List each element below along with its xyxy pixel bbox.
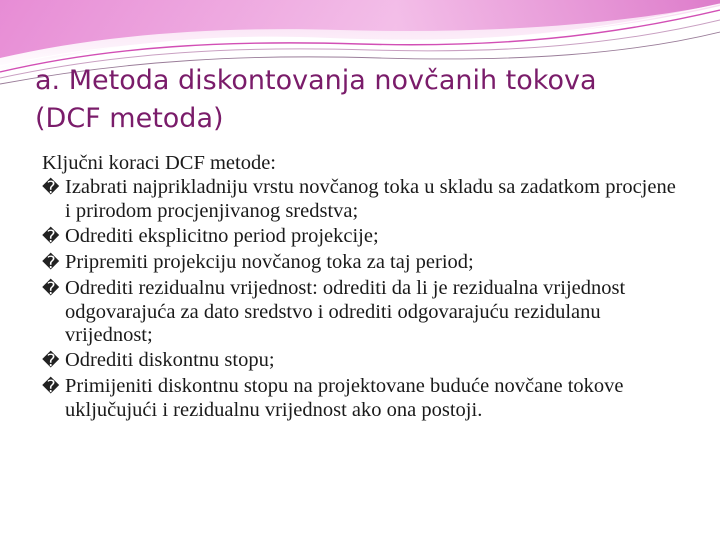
bullet-glyph-icon: � [42, 227, 60, 247]
list-item-text: Odrediti eksplicitno period projekcije; [65, 225, 379, 247]
bullet-glyph-icon: � [42, 377, 60, 397]
intro-text: Ključni koraci DCF metode: [42, 152, 276, 174]
list-item [42, 176, 682, 223]
title-line-1: a. Metoda diskontovanja novčanih tokova [35, 65, 597, 96]
bullet-glyph-icon: � [42, 253, 60, 273]
steps-list [42, 176, 682, 422]
list-item [42, 251, 682, 275]
list-item [42, 225, 682, 249]
bullet-glyph-icon: � [42, 279, 60, 299]
list-item-text: Primijeniti diskontnu stopu na projektovane buduće novčane tokove uključujući i rezidualnu vrijednost ako ona postoji. [65, 375, 624, 421]
list-item-text: Pripremiti projekciju novčanog toka za taj period; [65, 251, 474, 273]
list-item [42, 375, 682, 422]
bullet-glyph-icon: � [42, 178, 60, 198]
title-line-2: (DCF metoda) [35, 103, 224, 134]
slide-body [42, 150, 682, 424]
bullet-glyph-icon: � [42, 351, 60, 371]
list-item [42, 277, 682, 347]
list-item [42, 349, 682, 373]
list-item-text: Odrediti rezidualnu vrijednost: odrediti da li je rezidualna vrijednost odgovarajuća za dato sredstvo i odrediti odgovarajuću rezidulanu vrijednost; [65, 277, 626, 346]
list-item-text: Izabrati najprikladniju vrstu novčanog toka u skladu sa zadatkom procjene i prirodom procjenjivanog sredstva; [65, 176, 676, 222]
slide-title [35, 62, 695, 138]
list-item-text: Odrediti diskontnu stopu; [65, 349, 275, 371]
